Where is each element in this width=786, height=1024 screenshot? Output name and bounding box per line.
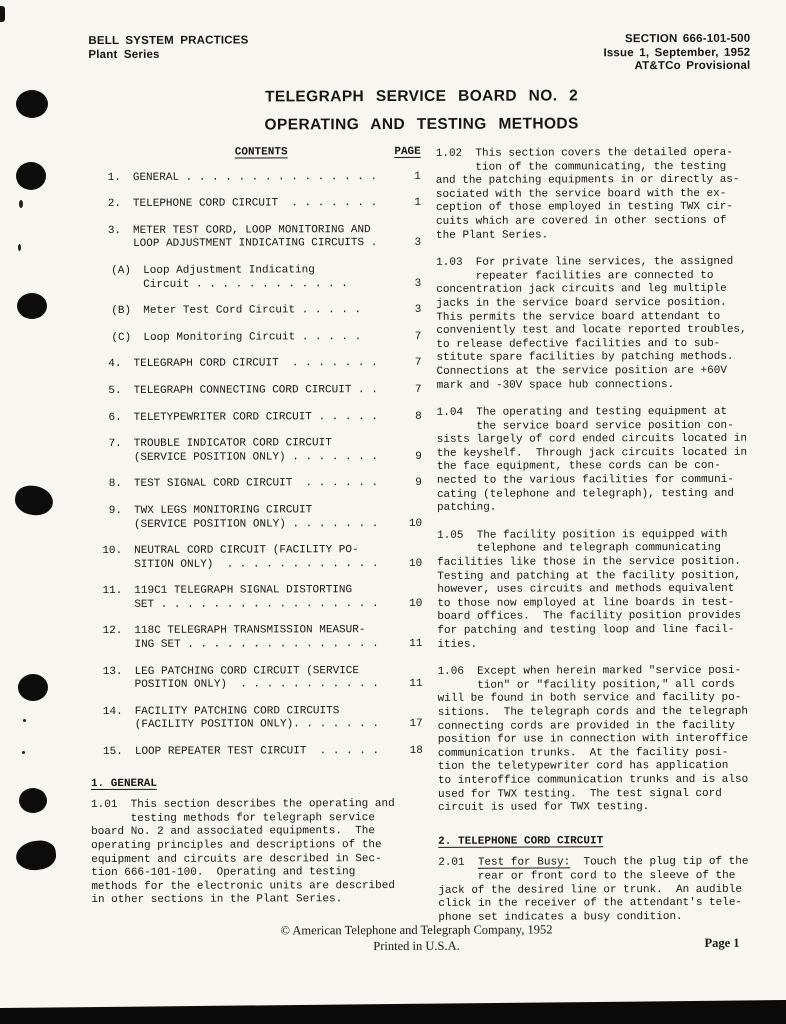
- toc-item-number: 8.: [108, 478, 122, 491]
- toc-row: [90, 437, 422, 465]
- toc-item-number: 4.: [108, 358, 122, 371]
- toc-item-label: TWX LEGS MONITORING CIRCUIT (SERVICE POSITION ONLY) . . . . . . .: [133, 504, 379, 531]
- paragraph-2-01: 2.01 Test for Busy: Touch the plug tip of the rear or front cord to the sleeve of the jack of the desired line or trunk. An audible click in the receiver of the attendant's tele- phone set indicates a busy condition.: [438, 856, 749, 924]
- toc-row: [90, 624, 422, 652]
- toc-item-number: 9.: [108, 504, 123, 517]
- toc-row: [90, 544, 422, 572]
- paragraph-1-05: 1.05 The facility position is equipped with telephone and telegraph communicating facilities like those in the service position. Testing and patching at the facility position, however, uses circuits and methods equivalent to those now employed at line boards in test- board offices. The facility position provides for patching and testing loop and line facil- ities.: [437, 528, 742, 651]
- practices-label: BELL SYSTEM PRACTICES: [88, 34, 249, 48]
- toc-subrow: [89, 264, 421, 292]
- toc-item-page: 7: [414, 357, 422, 370]
- toc-item-page: 9: [415, 477, 422, 490]
- toc-item-page: 3: [414, 304, 422, 317]
- toc-item-number: 14.: [102, 705, 123, 718]
- toc-row: [91, 745, 423, 760]
- punch-hole: [16, 162, 46, 190]
- toc-item-page: 7: [414, 383, 422, 396]
- toc-item-number: (B): [111, 305, 132, 318]
- right-column: [436, 147, 759, 939]
- toc-item-page: 18: [409, 744, 423, 757]
- toc-row: [89, 197, 421, 212]
- toc-item-page: 17: [409, 718, 423, 731]
- printed-line: Printed in U.S.A.: [373, 938, 460, 953]
- page-number: Page 1: [704, 935, 740, 950]
- test-for-busy-label: Test for Busy:: [477, 856, 571, 870]
- toc-item-page: 3: [414, 277, 422, 290]
- toc-item-number: 11.: [102, 585, 123, 598]
- toc-item-page: 10: [409, 597, 423, 610]
- toc-item-number: 5.: [108, 384, 122, 397]
- toc-row: [89, 357, 421, 372]
- toc-item-number: 15.: [103, 745, 123, 759]
- toc-row: [89, 170, 421, 185]
- document-header-left: [88, 35, 248, 63]
- toc-item-number: 1.: [107, 171, 121, 184]
- toc-item-label: Loop Monitoring Circuit . . . . .: [143, 330, 362, 344]
- paragraph-1-03: 1.03 For private line services, the assigned repeater facilities are connected to concentration jack circuits and leg multiple jacks in the service board service position. This permits the service board attendant to conveniently test and locate reported troubles, to release defective facilities and to sub- stitute spare facilities by patching methods. Connections at the service position are +60V mark and -30V space hub connections.: [436, 255, 747, 392]
- toc-item-number: 3.: [107, 224, 122, 237]
- paragraph-1-06: 1.06 Except when herein marked "service posi- tion" or "facility position," all cords will be found in both service and facility po- sitions. The telegraph cords and the telegraph connecting cords are provided in the facility position for use in connection with interoffice communication trunks. At the facility posi- tion the teletypewriter cord has application to interoffice communication trunks and is also used for TWX testing. The test signal cord circuit is used for TWX testing.: [437, 664, 749, 814]
- paragraph-1-04: 1.04 The operating and testing equipment at the service board service position con- sists largely of cord ended circuits located in the keyshelf. Through jack circuits located in the face equipment, these cords can be con- nected to the various facilities for communi- cating (telephone and telegraph), testing and patching.: [436, 405, 748, 515]
- toc-item-number: (C): [111, 331, 132, 344]
- provisional-label: AT&TCo Provisional: [634, 59, 751, 73]
- page-subtitle: OPERATING AND TESTING METHODS: [264, 115, 579, 134]
- section-1-heading: 1. GENERAL: [90, 777, 157, 790]
- toc-item-label: Loop Adjustment Indicating Circuit . . . . . . . . . . . .: [143, 264, 348, 291]
- toc-item-number: 2.: [107, 198, 121, 211]
- toc-item-page: 7: [414, 330, 422, 343]
- toc-item-label: 119C1 TELEGRAPH SIGNAL DISTORTING SET . . . . . . . . . . . . . . . . .: [134, 584, 379, 611]
- section-2-heading: 2. TELEPHONE CORD CIRCUIT: [438, 834, 604, 848]
- toc-item-label: LEG PATCHING CORD CIRCUIT (SERVICE POSITION ONLY) . . . . . . . . . . .: [134, 664, 379, 692]
- left-column: [89, 146, 424, 922]
- toc-row: [90, 384, 422, 399]
- document-header-right: [603, 33, 750, 74]
- toc-item-number: 13.: [102, 665, 123, 678]
- punch-hole: [19, 788, 47, 813]
- toc-item-label: TEST SIGNAL CORD CIRCUIT . . . . . .: [133, 477, 379, 491]
- toc-item-number: 10.: [102, 545, 123, 558]
- ink-speck: [18, 244, 21, 251]
- toc-row: [91, 705, 423, 733]
- toc-header: [89, 146, 421, 161]
- toc-item-label: METER TEST CORD, LOOP MONITORING AND LOOP ADJUSTMENT INDICATING CIRCUITS .: [132, 223, 378, 251]
- ink-speck: [19, 200, 23, 208]
- toc-item-label: LOOP REPEATER TEST CIRCUIT . . . . .: [134, 745, 380, 758]
- toc-row: [89, 224, 421, 252]
- toc-item-label: TELEPHONE CORD CIRCUIT . . . . . . .: [132, 197, 378, 211]
- toc-item-label: TELETYPEWRITER CORD CIRCUIT . . . . .: [133, 410, 378, 424]
- toc-item-label: TELEGRAPH CONNECTING CORD CIRCUIT . .: [133, 383, 378, 397]
- toc-item-label: GENERAL . . . . . . . . . . . . . . .: [132, 170, 378, 184]
- toc-item-number: 7.: [108, 438, 122, 451]
- toc-row: [90, 584, 422, 612]
- contents-heading: CONTENTS: [234, 146, 288, 159]
- ink-speck: [23, 719, 26, 722]
- copyright-line: © American Telephone and Telegraph Company, 1952: [280, 922, 553, 938]
- scan-corner-mark: [0, 6, 5, 22]
- toc-item-label: 118C TELEGRAPH TRANSMISSION MEASUR- ING SET . . . . . . . . . . . . . . .: [134, 624, 379, 651]
- toc-item-page: 8: [415, 410, 422, 423]
- toc-row: [90, 504, 422, 532]
- toc-item-number: 12.: [102, 625, 123, 638]
- toc-item-number: 6.: [108, 411, 122, 424]
- page-column-heading: PAGE: [394, 145, 421, 158]
- toc-item-label: TROUBLE INDICATOR CORD CIRCUIT (SERVICE POSITION ONLY) . . . . . . .: [133, 437, 379, 464]
- toc-item-label: Meter Test Cord Circuit . . . . .: [143, 304, 362, 318]
- toc-item-label: FACILITY PATCHING CORD CIRCUITS (FACILITY POSITION ONLY). . . . . . .: [134, 705, 380, 732]
- toc-item-page: 10: [408, 557, 423, 570]
- issue-date: Issue 1, September, 1952: [603, 46, 751, 59]
- punch-hole: [17, 293, 47, 319]
- toc-item-page: 11: [409, 678, 423, 691]
- toc-item-label: NEUTRAL CORD CIRCUIT (FACILITY PO- SITION ONLY) . . . . . . . . . . . .: [134, 544, 379, 571]
- toc-item-page: 9: [415, 450, 422, 463]
- toc-subrow: [89, 331, 421, 346]
- toc-item-page: 11: [409, 637, 423, 651]
- footer: [91, 922, 741, 955]
- ink-speck: [22, 751, 25, 754]
- page-title: TELEGRAPH SERVICE BOARD NO. 2: [264, 87, 579, 106]
- toc-item-page: 10: [408, 517, 423, 530]
- toc-row: [90, 477, 422, 492]
- toc-item-number: (A): [111, 264, 131, 277]
- toc-item-page: 3: [414, 237, 422, 250]
- toc-item-page: 1: [414, 197, 421, 210]
- toc-item-label: TELEGRAPH CORD CIRCUIT . . . . . . .: [133, 357, 378, 371]
- toc-row: [90, 410, 422, 425]
- punch-hole: [16, 90, 48, 118]
- punch-hole: [18, 674, 48, 701]
- plant-series-label: Plant Series: [88, 48, 160, 61]
- paragraph-1-01: 1.01 This section describes the operating and testing methods for telegraph service board No. 2 and associated equipments. The operating principles and descriptions of the equipment and circuits are described in Sec- tion 666-101-100. Operating and testing methods for the electronic units are described in other sections in the Plant Series.: [91, 798, 395, 907]
- toc-row: [91, 665, 423, 693]
- toc-subrow: [89, 304, 421, 319]
- paragraph-1-02: 1.02 This section covers the detailed opera- tion of the communicating, the testing and the patching equipments in or directly as- sociated with the service board with the ex- ception of those employed in testing TWX cir- cuits which are covered in other sections of the Plant Series.: [435, 146, 740, 242]
- toc-item-page: 1: [414, 170, 421, 183]
- section-number: SECTION 666-101-500: [624, 32, 751, 46]
